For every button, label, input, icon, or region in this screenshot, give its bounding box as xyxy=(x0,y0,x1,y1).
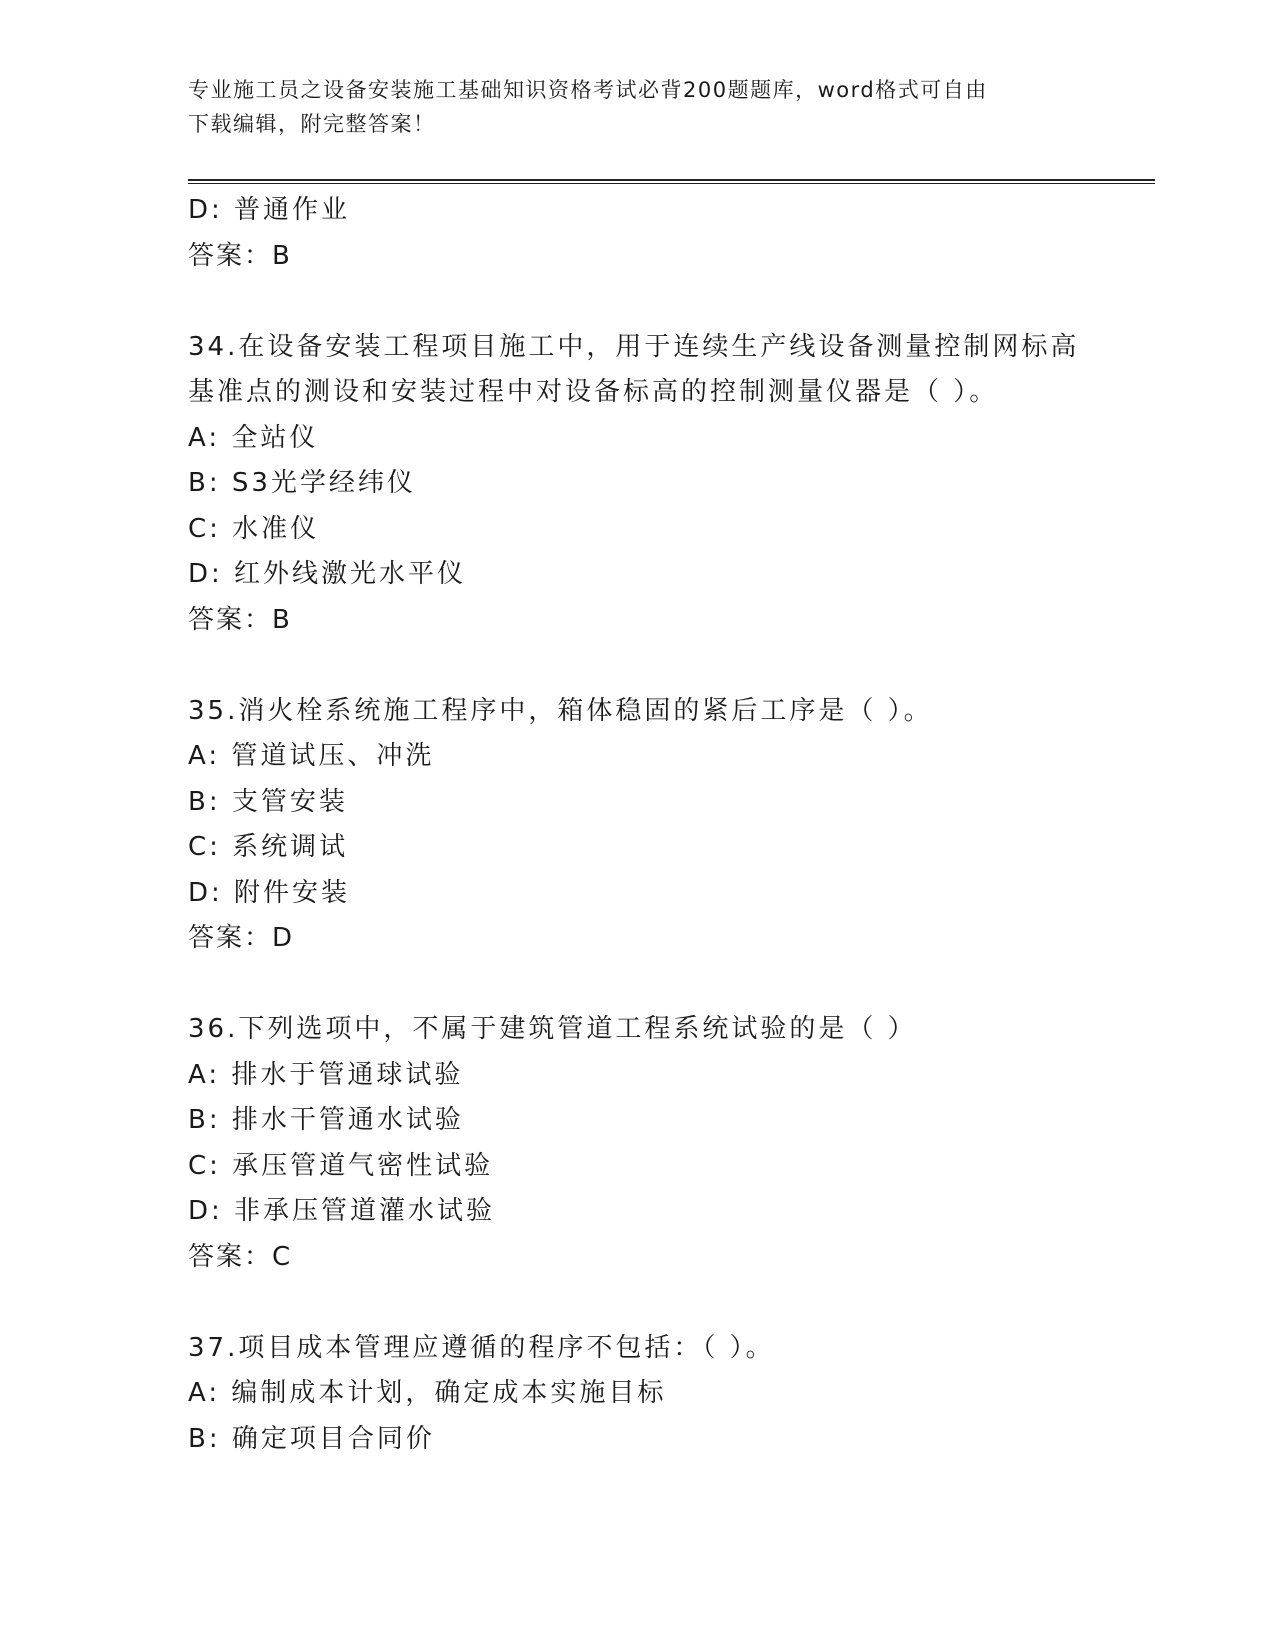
answer-line: 答案：B xyxy=(188,604,292,635)
question-block-37 xyxy=(188,1326,1148,1463)
question-stem: 35.消火栓系统施工程序中，箱体稳固的紧后工序是（ ）。 xyxy=(188,695,933,726)
question-block-33 xyxy=(188,188,1148,279)
question-stem-continued: 基准点的测设和安装过程中对设备标高的控制测量仪器是（ ）。 xyxy=(188,377,999,407)
question-list xyxy=(188,188,1148,1462)
option-d: D: 附件安装 xyxy=(188,877,351,908)
document-header xyxy=(188,73,1088,141)
header-line-1: 专业施工员之设备安装施工基础知识资格考试必背200题题库，word格式可自由 xyxy=(188,78,988,102)
spacer xyxy=(188,1280,1148,1326)
question-block-36 xyxy=(188,1007,1148,1280)
answer-line: 答案：C xyxy=(188,1241,293,1272)
option-a: A: 管道试压、冲洗 xyxy=(188,741,435,771)
answer-line: 答案：B xyxy=(188,240,292,271)
option-c: C: 承压管道气密性试验 xyxy=(188,1150,494,1181)
option-d: D: 普通作业 xyxy=(188,195,351,225)
header-line-2: 下载编辑，附完整答案！ xyxy=(188,112,436,136)
option-c: C: 系统调试 xyxy=(188,832,349,862)
option-b: B: S3光学经纬仪 xyxy=(188,468,416,498)
question-block-34 xyxy=(188,325,1148,644)
header-divider-thick xyxy=(188,179,1155,181)
spacer xyxy=(188,643,1148,689)
option-a: A: 全站仪 xyxy=(188,422,319,453)
option-b: B: 排水干管通水试验 xyxy=(188,1105,464,1135)
option-b: B: 支管安装 xyxy=(188,786,348,817)
spacer xyxy=(188,279,1148,325)
spacer xyxy=(188,962,1148,1008)
question-stem: 37.项目成本管理应遵循的程序不包括：（ ）。 xyxy=(188,1332,775,1363)
option-c: C: 水准仪 xyxy=(188,513,320,544)
question-block-35 xyxy=(188,689,1148,962)
option-b: B: 确定项目合同价 xyxy=(188,1423,435,1454)
question-stem: 34.在设备安装工程项目施工中，用于连续生产线设备测量控制网标高 xyxy=(188,331,1080,362)
option-d: D: 非承压管道灌水试验 xyxy=(188,1196,496,1226)
header-divider-thin xyxy=(188,183,1155,184)
option-a: A: 排水于管通球试验 xyxy=(188,1059,464,1090)
option-a: A: 编制成本计划，确定成本实施目标 xyxy=(188,1378,667,1408)
question-stem: 36.下列选项中，不属于建筑管道工程系统试验的是（ ） xyxy=(188,1014,917,1044)
answer-line: 答案：D xyxy=(188,923,295,953)
option-d: D: 红外线激光水平仪 xyxy=(188,559,467,589)
